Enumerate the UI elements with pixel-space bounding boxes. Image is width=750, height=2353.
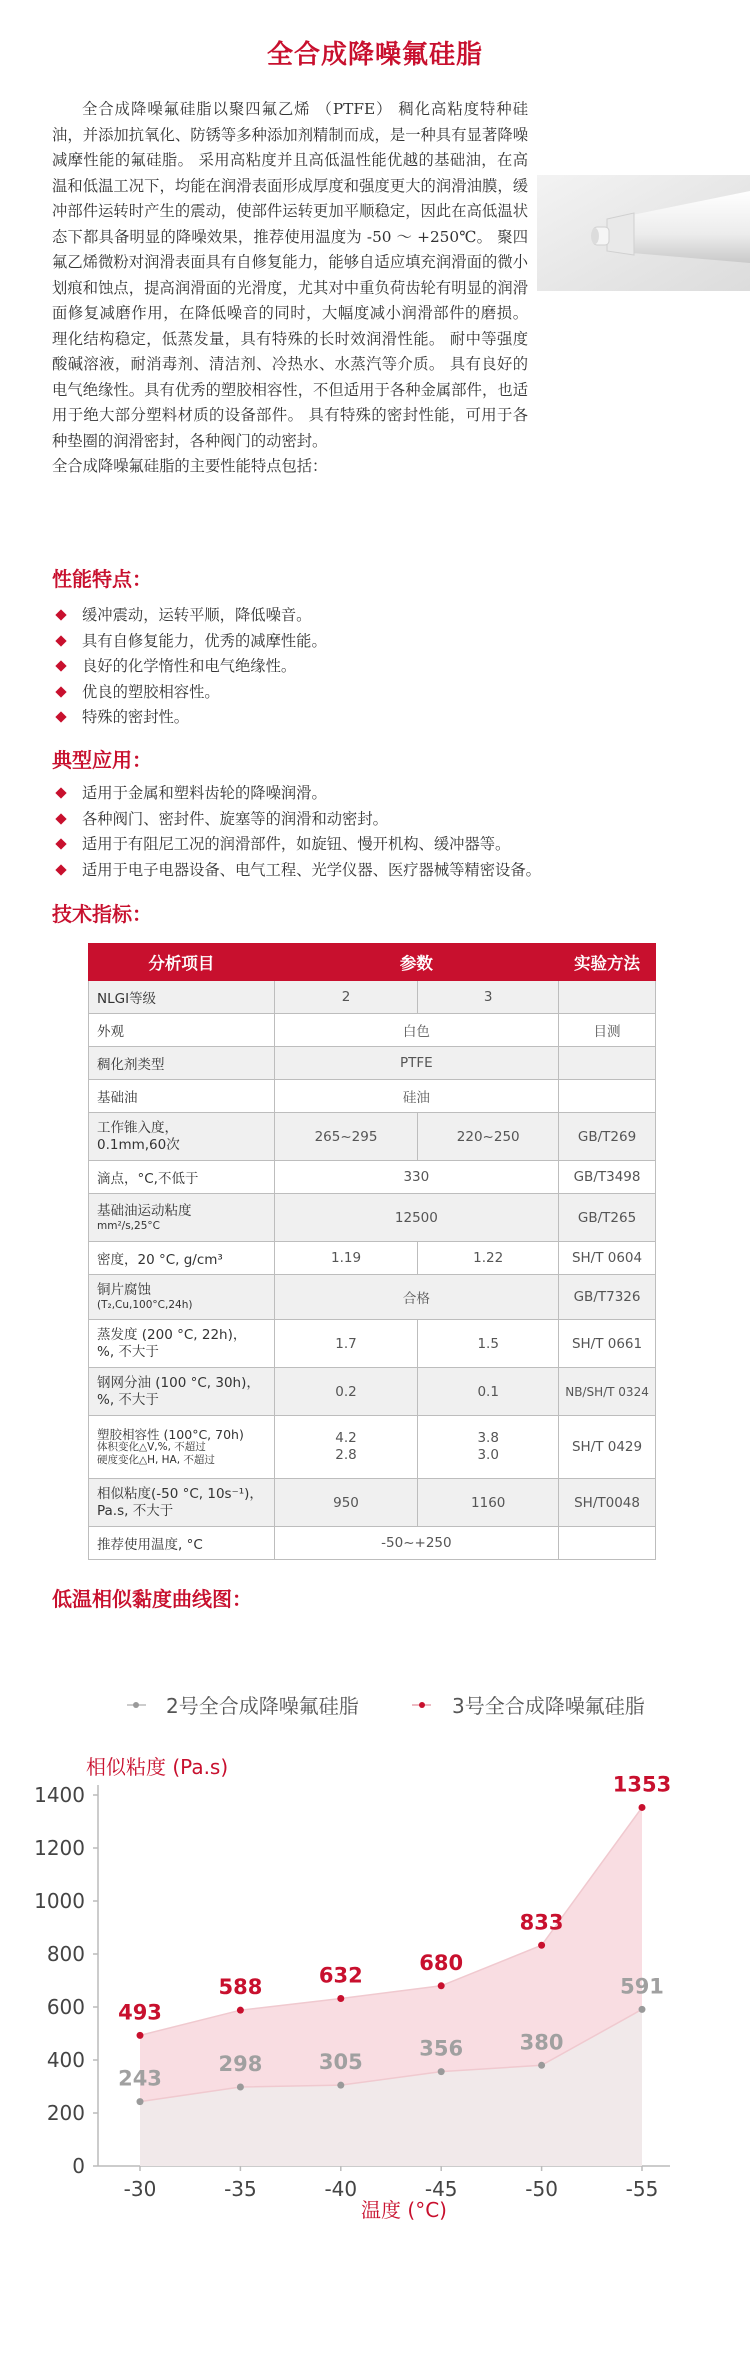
intro-summary: 全合成降噪氟硅脂的主要性能特点包括： [52,457,328,475]
data-label: 588 [218,1975,263,2000]
intro-paragraph: 全合成降噪氟硅脂以聚四氟乙烯 （PTFE） 稠化高粘度特种硅油，并添加抗氧化、防锈等多种添加剂精制而成，是一种具有显著降噪减摩性能的氟硅脂。 采用高粘度并且高低温性能优越的基础油，在高温和低温工况下，均能在润滑表面形成厚度和强度更大的润滑油膜，缓冲部件运转时产生的震动，使部件运转更加平顺稳定，因此在高低温状态下都具备明显的降噪效果，推荐使用温度为 -50 ～ +250℃。 聚四氟乙烯微粉对润滑表面具有自修复能力，能够自适应填充润滑面的微小划痕和蚀点，提高润滑面的光滑度，尤其对中重负荷齿轮有明显的润滑面修复减磨作用，在降低噪音的同时，大幅度减小润滑部件的磨损。 理化结构稳定，低蒸发量，具有特殊的长时效润滑性能。 耐中等强度酸碱溶液，耐消毒剂、清洁剂、冷热水、水蒸汽等介质。 具有良好的电气绝缘性。具有优秀的塑胶相容性，不但适用于各种金属部件，也适用于绝大部分塑料材质的设备部件。 具有特殊的密封性能，可用于各种垫圈的润滑密封，各种阀门的动密封。 [52,100,528,450]
y-tick-label: 1200 [34,1836,85,1860]
table-row: 工作锥入度， 0.1mm,60次 265~295 220~250 GB/T269 [89,1113,656,1161]
data-point [438,1982,445,1989]
intro-text-block [52,97,528,480]
list-item: 各种阀门、密封件、旋塞等的润滑和动密封。 [55,807,695,833]
data-point [538,2062,545,2069]
table-row: 塑胶相容性 (100°C, 70h) 体积变化△V,%, 不超过 硬度变化△H, HA, 不超过 4.2 2.8 3.8 3.0 SH/T 0429 [89,1416,656,1479]
table-row: 稠化剂类型 PTFE [89,1047,656,1080]
data-label: 356 [419,2036,464,2061]
chart-legend [127,1694,645,1718]
list-item: 缓冲震动，运转平顺，降低噪音。 [55,603,695,629]
spec-title: 技术指标： [52,902,152,926]
data-label: 380 [519,2030,564,2055]
data-point [237,2084,244,2091]
data-point [438,2068,445,2075]
data-label: 298 [218,2052,263,2077]
list-item: 适用于有阻尼工况的润滑部件，如旋钮、慢开机构、缓冲器等。 [55,832,695,858]
table-row: 密度，20 °C, g/cm³ 1.19 1.22 SH/T 0604 [89,1242,656,1275]
y-tick-label: 1400 [34,1783,85,1807]
data-point [137,2032,144,2039]
diamond-bullet-icon [55,609,66,620]
diamond-bullet-icon [55,787,66,798]
list-item: 优良的塑胶相容性。 [55,680,695,706]
y-tick-label: 400 [46,2048,85,2072]
chart-areas [140,1807,642,2166]
y-axis-label: 相似粘度 (Pa.s) [86,1755,229,1779]
data-label: 305 [318,2050,363,2075]
list-item: 具有自修复能力，优秀的减摩性能。 [55,629,695,655]
legend-marker-2 [133,1702,139,1708]
data-label: 833 [519,1910,564,1935]
applications-title: 典型应用： [52,748,152,772]
applications-list [55,781,695,883]
diamond-bullet-icon [55,686,66,697]
diamond-bullet-icon [55,864,66,875]
table-header-row [89,944,656,981]
data-point [237,2007,244,2014]
x-tick-label: -50 [525,2177,558,2201]
table-row: 基础油 硅油 [89,1080,656,1113]
chart-section-title: 低温相似黏度曲线图： [52,1587,252,1611]
diamond-bullet-icon [55,660,66,671]
viscosity-chart [0,1650,750,2230]
data-label: 632 [318,1963,363,1988]
x-tick-label: -45 [424,2177,458,2201]
table-row: 铜片腐蚀 (T₂,Cu,100°C,24h) 合格 GB/T7326 [89,1275,656,1320]
y-tick-label: 1000 [34,1889,85,1913]
diamond-bullet-icon [55,711,66,722]
page-title: 全合成降噪氟硅脂 [266,40,483,70]
legend-label-3: 3号全合成降噪氟硅脂 [452,1694,645,1718]
x-tick-label: -40 [324,2177,358,2201]
table-row: 蒸发度 (200 °C, 22h)， %, 不大于 1.7 1.5 SH/T 0661 [89,1320,656,1368]
data-label: 493 [118,2000,162,2025]
spec-table [88,943,656,1560]
product-tube-image [537,175,750,291]
legend-label-2: 2号全合成降噪氟硅脂 [166,1694,359,1718]
table-row: 外观 白色 目测 [89,1014,656,1047]
table-row: 基础油运动粘度 mm²/s,25°C 12500 GB/T265 [89,1194,656,1242]
y-tick-label: 600 [46,1995,85,2019]
data-label: 591 [620,1974,664,1999]
list-item: 特殊的密封性。 [55,705,695,731]
header-params: 参数 [274,944,558,981]
data-label: 1353 [612,1772,672,1797]
data-point [137,2098,144,2105]
list-item: 适用于金属和塑料齿轮的降噪润滑。 [55,781,695,807]
features-list [55,603,695,731]
header-method: 实验方法 [559,944,656,981]
data-point [538,1942,545,1949]
x-tick-label: -35 [224,2177,257,2201]
header-item: 分析项目 [89,944,275,981]
table-row: 钢网分油 (100 °C, 30h)， %, 不大于 0.2 0.1 NB/SH/T 0324 [89,1368,656,1416]
data-label: 243 [118,2066,162,2091]
list-item: 适用于电子电器设备、电气工程、光学仪器、医疗器械等精密设备。 [55,858,695,884]
data-point [337,2082,344,2089]
data-point [337,1995,344,2002]
x-tick-label: -55 [625,2177,659,2201]
y-tick-label: 200 [46,2101,85,2125]
diamond-bullet-icon [55,635,66,646]
list-item: 良好的化学惰性和电气绝缘性。 [55,654,695,680]
features-title: 性能特点： [52,567,152,591]
diamond-bullet-icon [55,838,66,849]
table-row: 推荐使用温度, °C -50~+250 [89,1527,656,1560]
table-row: NLGI等级 2 3 [89,981,656,1014]
data-point [639,2006,646,2013]
table-row: 滴点，°C,不低于 330 GB/T3498 [89,1161,656,1194]
y-tick-label: 0 [72,2154,85,2178]
x-axis-label: 温度 (°C) [361,2198,447,2222]
y-tick-label: 800 [46,1942,85,1966]
diamond-bullet-icon [55,813,66,824]
data-label: 680 [419,1950,464,1975]
data-point [639,1804,646,1811]
legend-marker-3 [419,1702,425,1708]
x-tick-label: -30 [123,2177,157,2201]
table-row: 相似粘度(-50 °C, 10s⁻¹)， Pa.s, 不大于 950 1160 SH/T0048 [89,1479,656,1527]
